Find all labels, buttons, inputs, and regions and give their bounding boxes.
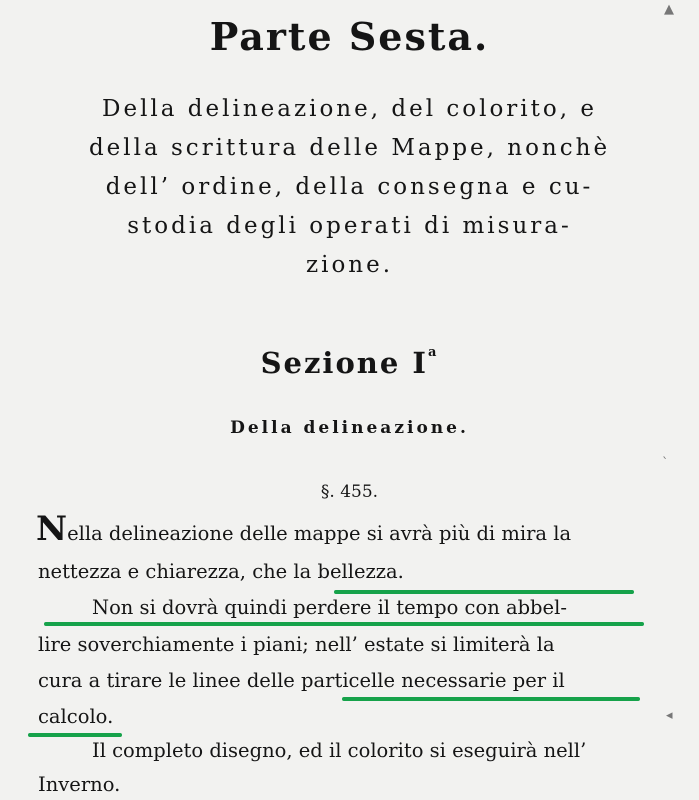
part-subtitle-line: Della delineazione, del colorito, e xyxy=(102,96,597,122)
part-subtitle-line: stodia degli operati di misura- xyxy=(127,213,572,239)
body-line-6: calcolo. xyxy=(38,705,114,728)
body-text: ella delineazione delle mappe si avrà più di mira la xyxy=(67,522,572,545)
body-line-7: Il completo disegno, ed il colorito si eseguirà nell’ xyxy=(92,739,587,762)
body-line-4: lire soverchiamente i piani; nell’ estate si limiterà la xyxy=(38,633,555,656)
drop-cap: N xyxy=(36,509,68,549)
body-line-2: nettezza e chiarezza, che la bellezza. xyxy=(38,560,404,583)
part-title: Parte Sesta. xyxy=(209,14,490,59)
section-heading-text: Sezione I xyxy=(260,346,428,380)
part-subtitle xyxy=(0,90,699,285)
highlight-underline xyxy=(44,622,644,626)
highlight-underline xyxy=(28,733,122,737)
part-subtitle-line: della scrittura delle Mappe, nonchè xyxy=(88,135,611,161)
body-line-3: Non si dovrà quindi perdere il tempo con abbel- xyxy=(92,596,567,619)
body-line-8: Inverno. xyxy=(38,773,121,796)
section-subtitle: Della delineazione. xyxy=(230,418,469,438)
highlight-underline xyxy=(334,590,634,594)
scan-speck-icon: ▲ xyxy=(664,2,674,17)
section-heading xyxy=(0,346,699,380)
scan-speck-icon: ◂ xyxy=(666,708,673,723)
section-heading-superscript: a xyxy=(427,345,439,361)
highlight-underline xyxy=(342,697,640,701)
part-subtitle-line: dell’ ordine, della consegna e cu- xyxy=(105,174,594,200)
body-line-1 xyxy=(36,509,572,549)
paragraph-number: §. 455. xyxy=(320,482,379,502)
part-subtitle-line: zione. xyxy=(305,252,394,278)
scan-speck-icon: ˋ xyxy=(662,456,669,471)
body-line-5: cura a tirare le linee delle particelle necessarie per il xyxy=(38,669,565,692)
